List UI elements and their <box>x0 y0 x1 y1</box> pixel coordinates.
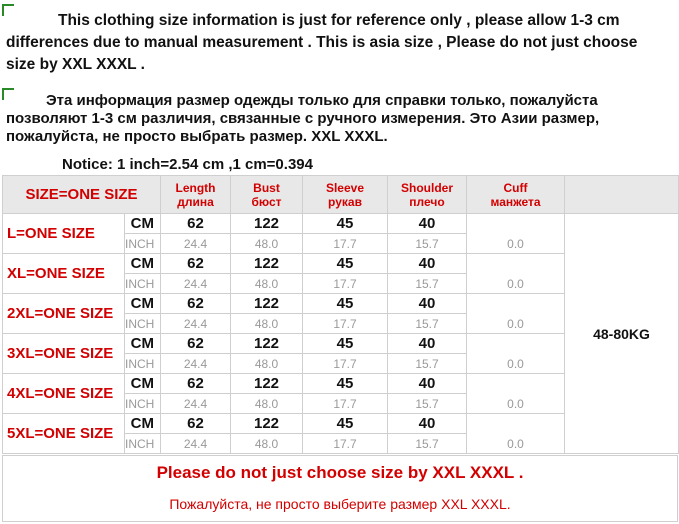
shoulder-cm-value: 40 <box>388 254 467 274</box>
size-table-body <box>3 214 679 454</box>
header-en: Bust <box>253 180 280 195</box>
sleeve-inch-value: 17.7 <box>303 394 388 414</box>
length-inch-value: 24.4 <box>161 234 231 254</box>
header-en: Shoulder <box>400 180 453 195</box>
size-chart-table <box>2 175 679 454</box>
size-label: 2XL=ONE SIZE <box>3 294 125 334</box>
length-cm-value: 62 <box>161 414 231 434</box>
header-ru: плечо <box>409 194 445 209</box>
notice-russian <box>6 92 674 150</box>
notice-en-line: This clothing size information is just for reference only , please allow 1-3 cm <box>58 12 620 29</box>
column-header-length <box>161 176 231 214</box>
cuff-value: 0.0 <box>467 374 565 414</box>
bust-inch-value: 48.0 <box>231 314 303 334</box>
header-ru: длина <box>177 194 214 209</box>
unit-cm-label: CM <box>125 294 161 314</box>
footer-warning-ru: Пожалуйста, не просто выберите размер XXL XXXL. <box>169 496 511 512</box>
length-cm-value: 62 <box>161 214 231 234</box>
length-cm-value: 62 <box>161 334 231 354</box>
length-inch-value: 24.4 <box>161 394 231 414</box>
length-cm-value: 62 <box>161 254 231 274</box>
table-header-row <box>3 176 679 214</box>
sleeve-cm-value: 45 <box>303 414 388 434</box>
shoulder-inch-value: 15.7 <box>388 274 467 294</box>
notice-ru-line: Эта информация размер одежды только для справки только, пожалуйста <box>46 92 598 109</box>
length-inch-value: 24.4 <box>161 354 231 374</box>
size-label: 5XL=ONE SIZE <box>3 414 125 454</box>
unit-cm-label: CM <box>125 414 161 434</box>
length-cm-value: 62 <box>161 374 231 394</box>
shoulder-cm-value: 40 <box>388 334 467 354</box>
shoulder-inch-value: 15.7 <box>388 394 467 414</box>
bust-inch-value: 48.0 <box>231 354 303 374</box>
bust-cm-value: 122 <box>231 414 303 434</box>
footer-warning-en: Please do not just choose size by XXL XXXL . <box>156 463 524 482</box>
notice-en-line: size by XXL XXXL . <box>6 56 145 73</box>
header-ru: бюст <box>251 194 282 209</box>
column-header-weight <box>565 176 679 214</box>
notice-en-line: differences due to manual measurement . This is asia size , Please do not just choose <box>6 34 638 51</box>
unit-inch-label: INCH <box>125 434 161 454</box>
unit-cm-label: CM <box>125 254 161 274</box>
sleeve-cm-value: 45 <box>303 334 388 354</box>
unit-cm-label: CM <box>125 374 161 394</box>
bust-inch-value: 48.0 <box>231 234 303 254</box>
unit-inch-label: INCH <box>125 234 161 254</box>
cuff-value: 0.0 <box>467 334 565 374</box>
bust-inch-value: 48.0 <box>231 434 303 454</box>
cuff-value: 0.0 <box>467 414 565 454</box>
column-header-bust <box>231 176 303 214</box>
cuff-value: 0.0 <box>467 214 565 254</box>
shoulder-inch-value: 15.7 <box>388 434 467 454</box>
column-header-shoulder <box>388 176 467 214</box>
header-en: Sleeve <box>325 180 365 195</box>
unit-cm-label: CM <box>125 214 161 234</box>
bust-cm-value: 122 <box>231 214 303 234</box>
unit-inch-label: INCH <box>125 354 161 374</box>
shoulder-inch-value: 15.7 <box>388 354 467 374</box>
sleeve-cm-value: 45 <box>303 254 388 274</box>
size-label: L=ONE SIZE <box>3 214 125 254</box>
bust-inch-value: 48.0 <box>231 394 303 414</box>
sleeve-inch-value: 17.7 <box>303 434 388 454</box>
bust-cm-value: 122 <box>231 254 303 274</box>
notice-english <box>6 10 674 76</box>
sleeve-cm-value: 45 <box>303 214 388 234</box>
bust-inch-value: 48.0 <box>231 274 303 294</box>
sleeve-cm-value: 45 <box>303 374 388 394</box>
size-column-header: SIZE=ONE SIZE <box>3 176 161 214</box>
length-inch-value: 24.4 <box>161 314 231 334</box>
length-cm-value: 62 <box>161 294 231 314</box>
cuff-value: 0.0 <box>467 254 565 294</box>
size-label: 3XL=ONE SIZE <box>3 334 125 374</box>
sleeve-inch-value: 17.7 <box>303 314 388 334</box>
length-inch-value: 24.4 <box>161 274 231 294</box>
unit-cm-label: CM <box>125 334 161 354</box>
sleeve-cm-value: 45 <box>303 294 388 314</box>
table-row <box>3 214 679 234</box>
bust-cm-value: 122 <box>231 374 303 394</box>
size-label: 4XL=ONE SIZE <box>3 374 125 414</box>
unit-inch-label: INCH <box>125 274 161 294</box>
shoulder-cm-value: 40 <box>388 294 467 314</box>
length-inch-value: 24.4 <box>161 434 231 454</box>
unit-inch-label: INCH <box>125 394 161 414</box>
shoulder-cm-value: 40 <box>388 414 467 434</box>
shoulder-cm-value: 40 <box>388 214 467 234</box>
notice-ru-line: позволяют 1-3 см различия, связанные с ручного измерения. Это Азии размер, <box>6 110 600 127</box>
sleeve-inch-value: 17.7 <box>303 234 388 254</box>
size-label: XL=ONE SIZE <box>3 254 125 294</box>
footer-warning <box>2 455 678 522</box>
column-header-cuff <box>467 176 565 214</box>
column-header-sleeve <box>303 176 388 214</box>
cuff-value: 0.0 <box>467 294 565 334</box>
header-ru: манжета <box>490 194 541 209</box>
unit-inch-label: INCH <box>125 314 161 334</box>
shoulder-cm-value: 40 <box>388 374 467 394</box>
shoulder-inch-value: 15.7 <box>388 234 467 254</box>
sleeve-inch-value: 17.7 <box>303 354 388 374</box>
header-ru: рукав <box>328 194 362 209</box>
header-en: Cuff <box>503 180 528 195</box>
weight-range: 48-80KG <box>565 214 679 454</box>
notice-ru-line: пожалуйста, не просто выбрать размер. XXL XXXL. <box>6 128 388 145</box>
header-en: Length <box>175 180 216 195</box>
inch-conversion-note: Notice: 1 inch=2.54 cm ,1 cm=0.394 <box>62 156 313 173</box>
bust-cm-value: 122 <box>231 294 303 314</box>
bust-cm-value: 122 <box>231 334 303 354</box>
sleeve-inch-value: 17.7 <box>303 274 388 294</box>
shoulder-inch-value: 15.7 <box>388 314 467 334</box>
